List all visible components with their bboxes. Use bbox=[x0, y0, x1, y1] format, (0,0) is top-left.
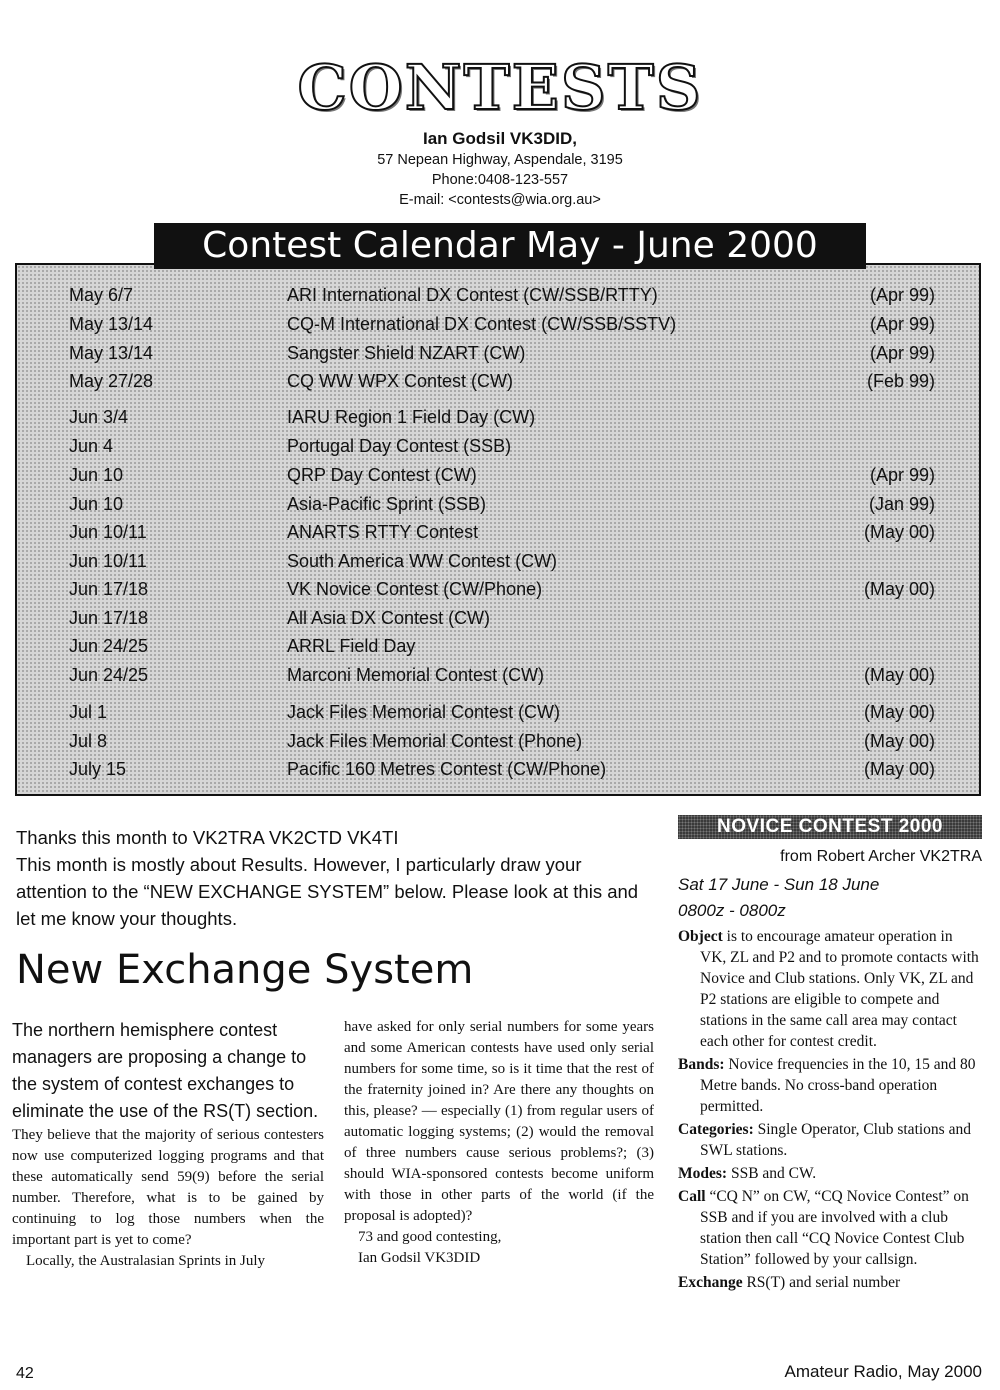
novice-contest-dates bbox=[678, 872, 879, 924]
rule-text: Single Operator, Club stations and SWL stations. bbox=[700, 1121, 971, 1159]
row-date: May 27/28 bbox=[69, 371, 154, 391]
row-date: July 15 bbox=[69, 759, 127, 779]
row-reference: (Apr 99) bbox=[869, 343, 935, 363]
row-date: Jun 24/25 bbox=[69, 636, 149, 656]
rule-label: Modes: bbox=[678, 1165, 728, 1182]
novice-contest-rules bbox=[678, 926, 982, 1295]
table-row bbox=[17, 604, 979, 633]
row-contest: ANARTS RTTY Contest bbox=[287, 522, 479, 542]
author-phone: Phone:0408-123-557 bbox=[431, 172, 569, 188]
row-date: Jun 10/11 bbox=[69, 551, 147, 571]
table-row bbox=[17, 698, 979, 727]
row-date: Jun 4 bbox=[69, 436, 114, 456]
row-contest: Asia-Pacific Sprint (SSB) bbox=[287, 494, 487, 514]
article-column-middle bbox=[344, 1017, 654, 1269]
table-row bbox=[17, 310, 979, 339]
table-row bbox=[17, 518, 979, 547]
rule-label: Call bbox=[678, 1188, 706, 1205]
rule-label: Categories: bbox=[678, 1121, 754, 1138]
row-contest: Sangster Shield NZART (CW) bbox=[287, 343, 526, 363]
row-date: Jun 10 bbox=[69, 494, 124, 514]
intro-text bbox=[16, 824, 656, 932]
row-date: Jun 10 bbox=[69, 465, 124, 485]
row-contest: CQ WW WPX Contest (CW) bbox=[287, 371, 513, 391]
intro-paragraph: This month is mostly about Results. However, I particularly draw your attention to the “NEW EXCHANGE SYSTEM” below. Please look at this and let me know your thoughts. bbox=[16, 854, 639, 929]
row-date: Jun 17/18 bbox=[69, 608, 149, 628]
row-date: Jun 17/18 bbox=[69, 579, 149, 599]
article-signature: Ian Godsil VK3DID bbox=[358, 1250, 481, 1266]
rule-label: Object bbox=[678, 928, 723, 945]
author-email: E-mail: <contests@wia.org.au> bbox=[399, 192, 601, 208]
rule-text: SSB and CW. bbox=[727, 1165, 817, 1182]
list-item bbox=[678, 1186, 982, 1270]
table-row bbox=[17, 755, 979, 784]
table-row bbox=[17, 461, 979, 490]
row-reference: (May 00) bbox=[863, 665, 935, 685]
novice-date-range: Sat 17 June - Sun 18 June bbox=[678, 875, 880, 894]
article-heading: New Exchange System bbox=[16, 947, 474, 993]
list-item bbox=[678, 926, 982, 1052]
row-date: Jul 8 bbox=[69, 731, 108, 751]
masthead-title: CONTESTS bbox=[297, 50, 703, 124]
rule-text: RS(T) and serial number bbox=[742, 1274, 901, 1291]
row-contest: IARU Region 1 Field Day (CW) bbox=[287, 407, 536, 427]
row-reference: (May 00) bbox=[863, 579, 935, 599]
table-row bbox=[17, 661, 979, 690]
row-reference: (May 00) bbox=[863, 759, 935, 779]
table-row bbox=[17, 632, 979, 661]
table-row bbox=[17, 281, 979, 310]
row-contest: QRP Day Contest (CW) bbox=[287, 465, 477, 485]
table-row bbox=[17, 490, 979, 519]
publication-footer: Amateur Radio, May 2000 bbox=[784, 1362, 982, 1381]
rule-text: is to encourage amateur operation in VK, ZL and P2 and to promote contacts with Novice and Club stations. Only VK, ZL and P2 stations are eligible to compete and stations in the same call area may contact each other for contest credit. bbox=[700, 928, 979, 1050]
row-contest: ARRL Field Day bbox=[287, 636, 416, 656]
row-reference: (Apr 99) bbox=[869, 285, 935, 305]
row-date: Jun 3/4 bbox=[69, 407, 129, 427]
row-reference: (Apr 99) bbox=[869, 314, 935, 334]
article-signoff: 73 and good contesting, bbox=[358, 1229, 502, 1245]
table-row bbox=[17, 727, 979, 756]
thanks-line: Thanks this month to VK2TRA VK2CTD VK4TI bbox=[16, 827, 399, 848]
table-row bbox=[17, 547, 979, 576]
table-row bbox=[17, 432, 979, 461]
row-reference: (Feb 99) bbox=[866, 371, 935, 391]
rule-text: “CQ N” on CW, “CQ Novice Contest” on SSB and if you are involved with a club station then call “CQ Novice Contest Club Station” followed by your callsign. bbox=[700, 1188, 969, 1268]
rule-label: Bands: bbox=[678, 1056, 725, 1073]
article-column-left bbox=[12, 1017, 324, 1272]
table-row bbox=[17, 403, 979, 432]
row-contest: Pacific 160 Metres Contest (CW/Phone) bbox=[287, 759, 607, 779]
row-date: Jun 24/25 bbox=[69, 665, 149, 685]
row-date: May 6/7 bbox=[69, 285, 134, 305]
novice-contest-author: from Robert Archer VK2TRA bbox=[780, 848, 982, 865]
row-contest: Portugal Day Contest (SSB) bbox=[287, 436, 512, 456]
row-contest: ARI International DX Contest (CW/SSB/RTTY) bbox=[287, 285, 658, 305]
novice-contest-title: NOVICE CONTEST 2000 bbox=[678, 815, 982, 839]
rule-label: Exchange bbox=[678, 1274, 743, 1291]
row-contest: VK Novice Contest (CW/Phone) bbox=[287, 579, 543, 599]
row-reference: (Jan 99) bbox=[868, 494, 935, 514]
article-paragraph: Locally, the Australasian Sprints in July bbox=[26, 1253, 265, 1269]
novice-time-range: 0800z - 0800z bbox=[678, 901, 786, 920]
article-paragraph: They believe that the majority of serious contesters now use computerized logging programs and that these automatically send 59(9) before the serial number. Therefore, what is to be gained by continuing to log those numbers when the important part is yet to come? bbox=[12, 1127, 324, 1248]
row-reference: (May 00) bbox=[863, 522, 935, 542]
row-contest: South America WW Contest (CW) bbox=[287, 551, 558, 571]
row-contest: Jack Files Memorial Contest (Phone) bbox=[287, 731, 583, 751]
table-row bbox=[17, 339, 979, 368]
list-item bbox=[678, 1272, 982, 1293]
rule-text: Novice frequencies in the 10, 15 and 80 Metre bands. No cross-band operation permitted. bbox=[700, 1056, 976, 1115]
row-reference: (May 00) bbox=[863, 702, 935, 722]
author-block bbox=[300, 128, 700, 210]
author-name: Ian Godsil VK3DID, bbox=[423, 129, 577, 148]
row-contest: Jack Files Memorial Contest (CW) bbox=[287, 702, 561, 722]
row-contest: CQ-M International DX Contest (CW/SSB/SSTV) bbox=[287, 314, 677, 334]
article-paragraph: have asked for only serial numbers for some years and some American contests have used only serial numbers for some time, so is it time that the rest of the fraternity joined in? Are there any thoughts on this, please? — especially (1) from regular users of automatic logging systems; (2) would the removal of three numbers cause serious problems?; (3) should WIA-sponsored contests become uniform with those in other parts of the world (if the proposal is adopted)? bbox=[344, 1019, 654, 1224]
masthead-logo bbox=[297, 50, 703, 124]
row-date: Jun 10/11 bbox=[69, 522, 147, 542]
row-contest: All Asia DX Contest (CW) bbox=[287, 608, 491, 628]
calendar-title: Contest Calendar May - June 2000 bbox=[154, 223, 866, 269]
list-item bbox=[678, 1054, 982, 1117]
row-reference: (Apr 99) bbox=[869, 465, 935, 485]
row-date: May 13/14 bbox=[69, 343, 154, 363]
row-reference: (May 00) bbox=[863, 731, 935, 751]
row-contest: Marconi Memorial Contest (CW) bbox=[287, 665, 545, 685]
table-row bbox=[17, 367, 979, 396]
article-lead: The northern hemisphere contest managers are proposing a change to the system of contest exchanges to eliminate the use of the RS(T) section. bbox=[12, 1020, 319, 1121]
author-address: 57 Nepean Highway, Aspendale, 3195 bbox=[377, 152, 623, 168]
page-number: 42 bbox=[16, 1365, 34, 1382]
list-item bbox=[678, 1119, 982, 1161]
row-date: May 13/14 bbox=[69, 314, 154, 334]
row-date: Jul 1 bbox=[69, 702, 108, 722]
contest-calendar-table bbox=[15, 263, 981, 796]
table-row bbox=[17, 575, 979, 604]
list-item bbox=[678, 1163, 982, 1184]
